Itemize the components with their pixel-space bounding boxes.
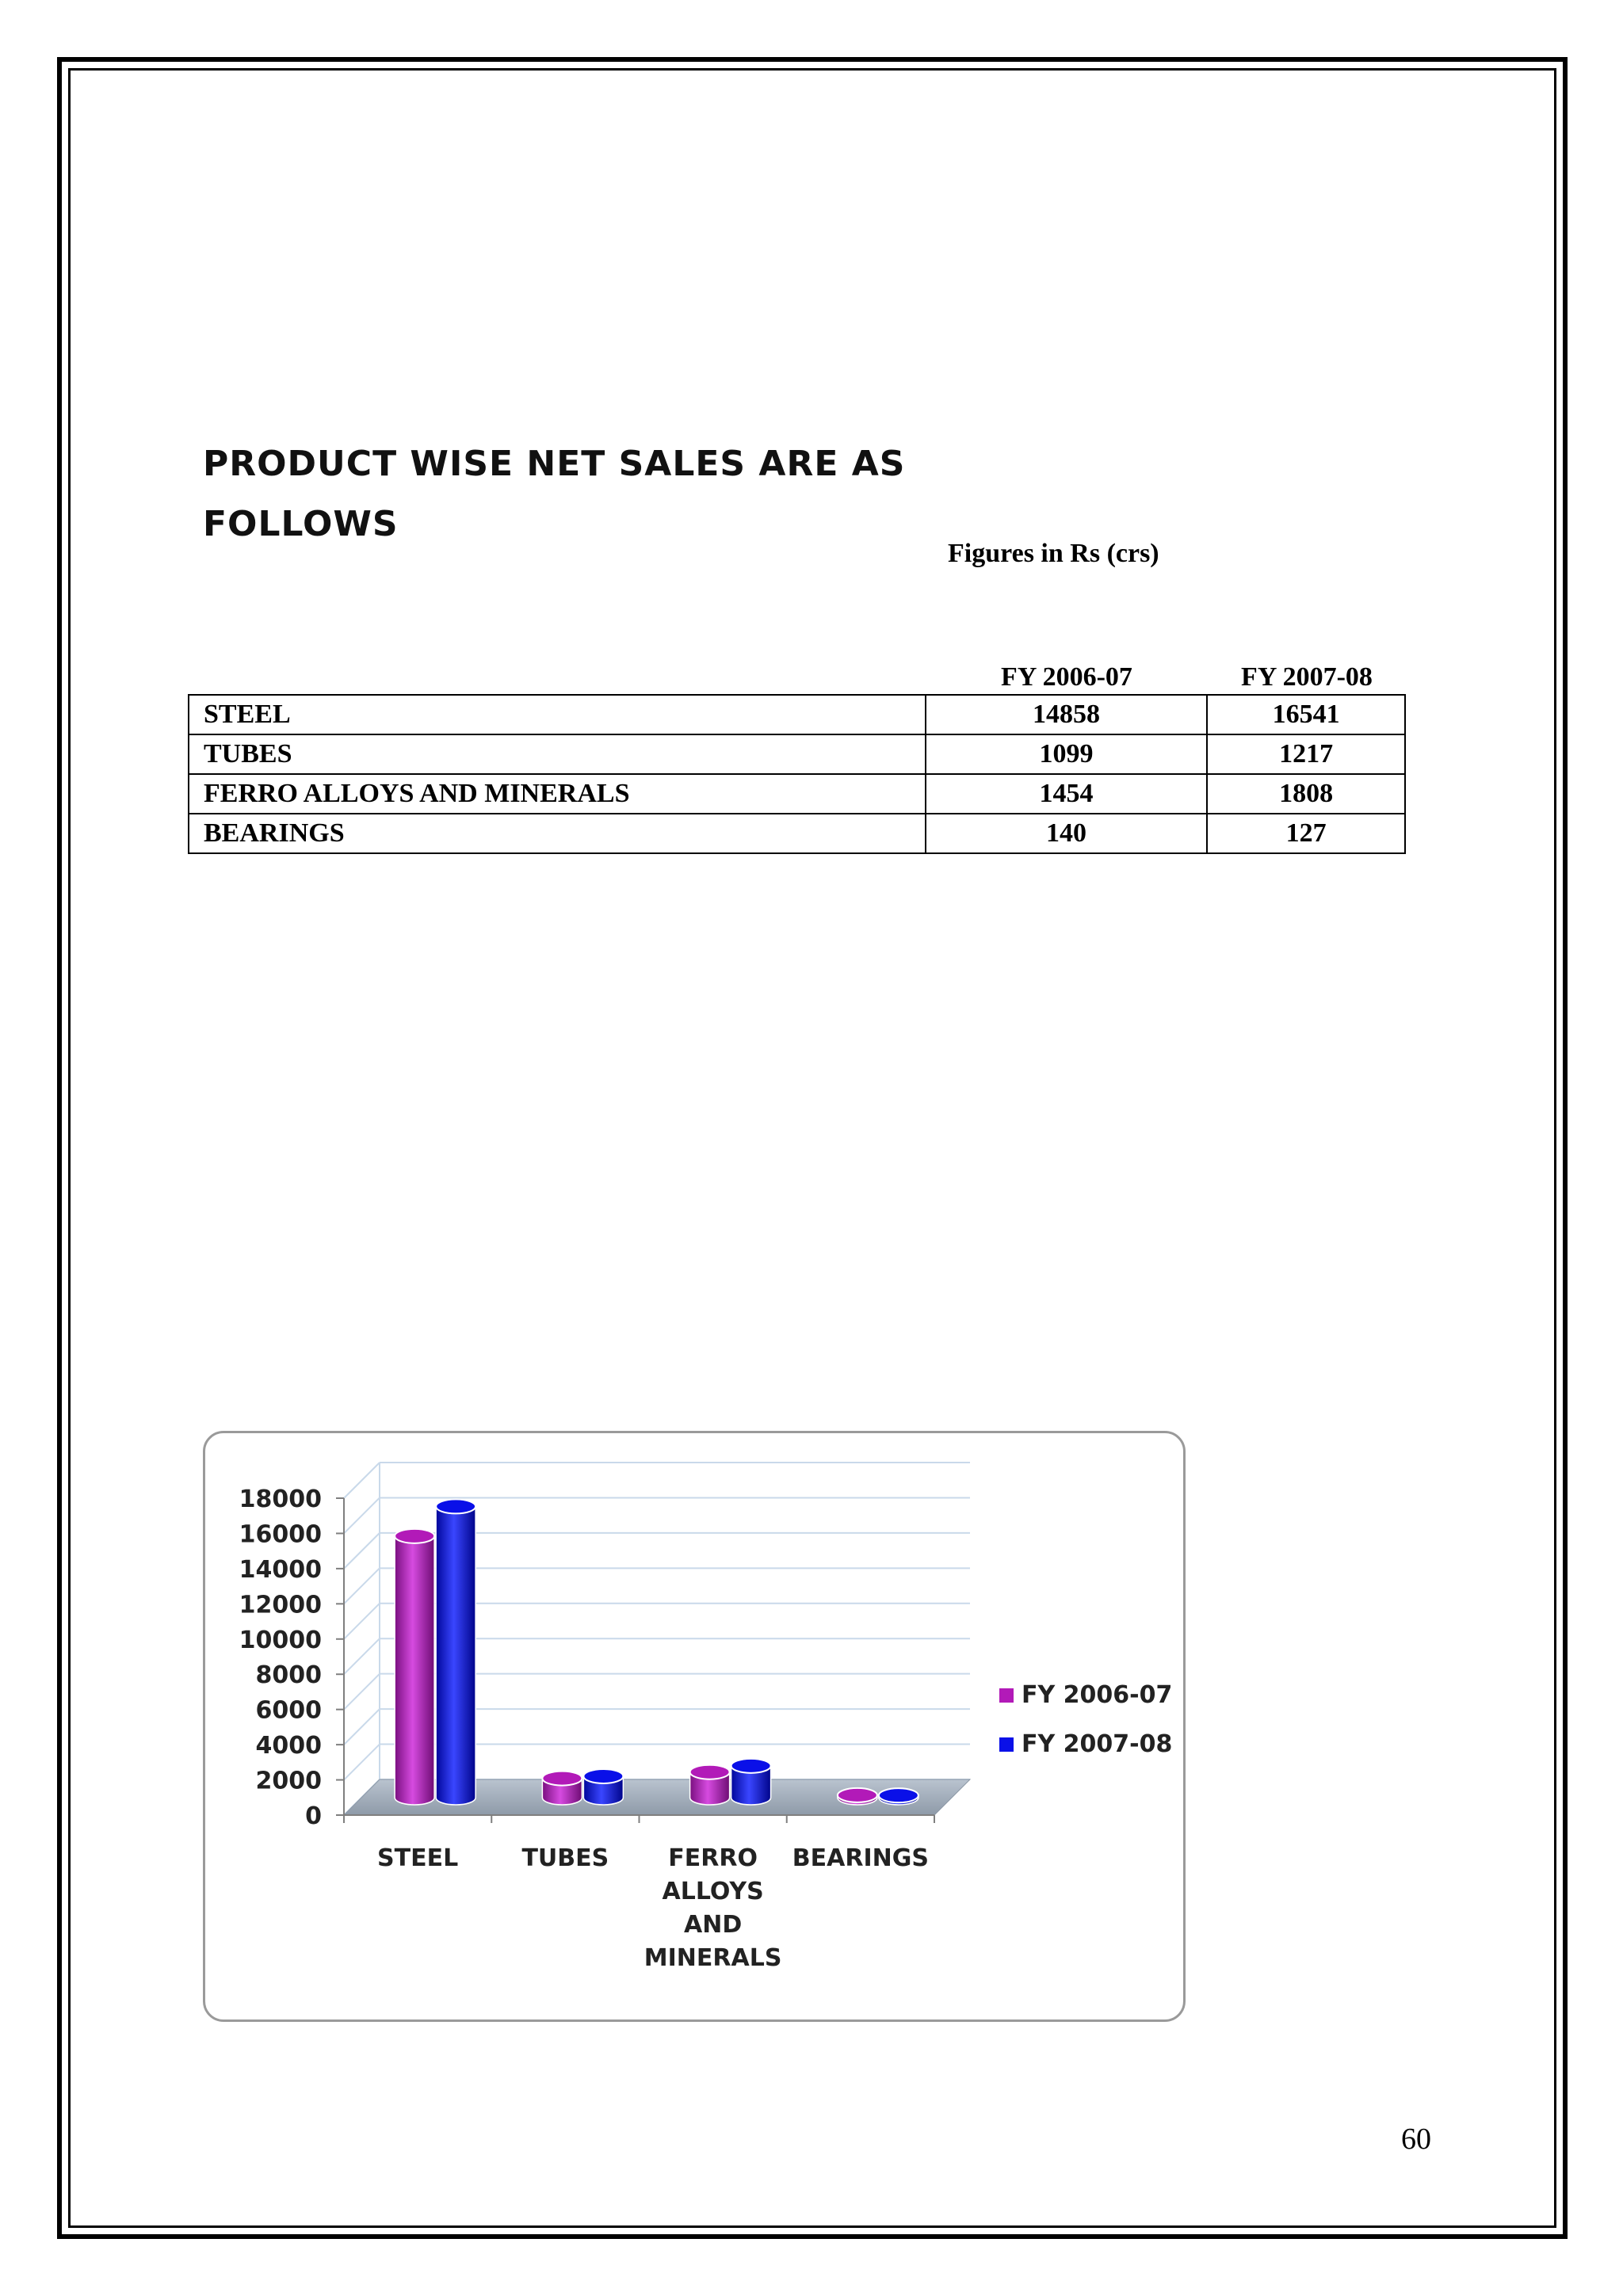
cell-fy2006-07: 140 (926, 814, 1208, 853)
page-number: 60 (1401, 2122, 1431, 2156)
bar (436, 1499, 475, 1805)
gridline-side (344, 1497, 380, 1533)
net-sales-table (188, 694, 1406, 854)
bar-top (690, 1765, 730, 1779)
bar-body (436, 1506, 475, 1805)
x-tick-label: FERRO (668, 1844, 758, 1872)
gridline-side (344, 1463, 380, 1498)
bar (542, 1772, 582, 1805)
y-tick-label: 12000 (239, 1591, 322, 1619)
y-tick-label: 18000 (239, 1486, 322, 1513)
gridline-side (344, 1533, 380, 1569)
gridline-side (344, 1568, 380, 1604)
chart-container (203, 1431, 1186, 2022)
bar (395, 1529, 434, 1805)
figures-unit-note: Figures in Rs (crs) (948, 539, 1159, 568)
x-tick-label: ALLOYS (662, 1878, 764, 1905)
heading-line-1: PRODUCT WISE NET SALES ARE AS (203, 444, 906, 484)
table-row (189, 734, 1405, 774)
bar-top (395, 1529, 434, 1543)
gridline-side (344, 1674, 380, 1710)
bar-top (731, 1759, 771, 1773)
gridline-side (344, 1604, 380, 1639)
legend-label: FY 2006-07 (1022, 1681, 1173, 1709)
cell-fy2007-08: 1808 (1207, 774, 1405, 814)
x-tick-label: BEARINGS (792, 1844, 929, 1872)
x-tick-label: MINERALS (643, 1944, 782, 1972)
bar (690, 1765, 730, 1805)
cell-fy2006-07: 1454 (926, 774, 1208, 814)
y-tick-label: 14000 (239, 1555, 322, 1584)
net-sales-bar-chart (205, 1433, 1183, 2019)
bar (879, 1788, 918, 1805)
y-tick-label: 16000 (239, 1520, 322, 1549)
bar-top (583, 1769, 623, 1783)
bar-top (838, 1788, 877, 1802)
heading-line-2: FOLLOWS (203, 504, 399, 544)
cell-fy2007-08: 1217 (1207, 734, 1405, 774)
table-row (189, 814, 1405, 853)
gridline-side (344, 1709, 380, 1745)
cell-fy2007-08: 16541 (1207, 695, 1405, 734)
legend-swatch (999, 1737, 1014, 1752)
bar-top (542, 1772, 582, 1786)
row-label: FERRO ALLOYS AND MINERALS (189, 774, 926, 814)
column-header-fy2007-08: FY 2007-08 (1241, 662, 1373, 692)
cell-fy2007-08: 127 (1207, 814, 1405, 853)
x-tick-label: AND (684, 1911, 743, 1939)
bar (731, 1759, 771, 1805)
row-label: TUBES (189, 734, 926, 774)
bar (838, 1788, 877, 1805)
y-tick-label: 2000 (255, 1767, 322, 1795)
x-tick-label: TUBES (521, 1844, 609, 1872)
y-tick-label: 4000 (255, 1732, 322, 1760)
row-label: BEARINGS (189, 814, 926, 853)
column-header-fy2006-07: FY 2006-07 (1001, 662, 1132, 692)
row-label: STEEL (189, 695, 926, 734)
legend-label: FY 2007-08 (1022, 1730, 1173, 1758)
bar-top (436, 1499, 475, 1513)
cell-fy2006-07: 1099 (926, 734, 1208, 774)
gridline-side (344, 1638, 380, 1674)
x-tick-label: STEEL (377, 1844, 459, 1872)
y-tick-label: 0 (305, 1802, 322, 1830)
section-heading (203, 434, 995, 555)
y-tick-label: 8000 (255, 1661, 322, 1690)
bar-body (395, 1536, 434, 1805)
table-row (189, 695, 1405, 734)
bar-top (879, 1788, 918, 1802)
y-tick-label: 10000 (239, 1626, 322, 1654)
bar (583, 1769, 623, 1805)
gridline-side (344, 1745, 380, 1780)
legend-swatch (999, 1688, 1014, 1703)
table-row (189, 774, 1405, 814)
cell-fy2006-07: 14858 (926, 695, 1208, 734)
y-tick-label: 6000 (255, 1696, 322, 1725)
